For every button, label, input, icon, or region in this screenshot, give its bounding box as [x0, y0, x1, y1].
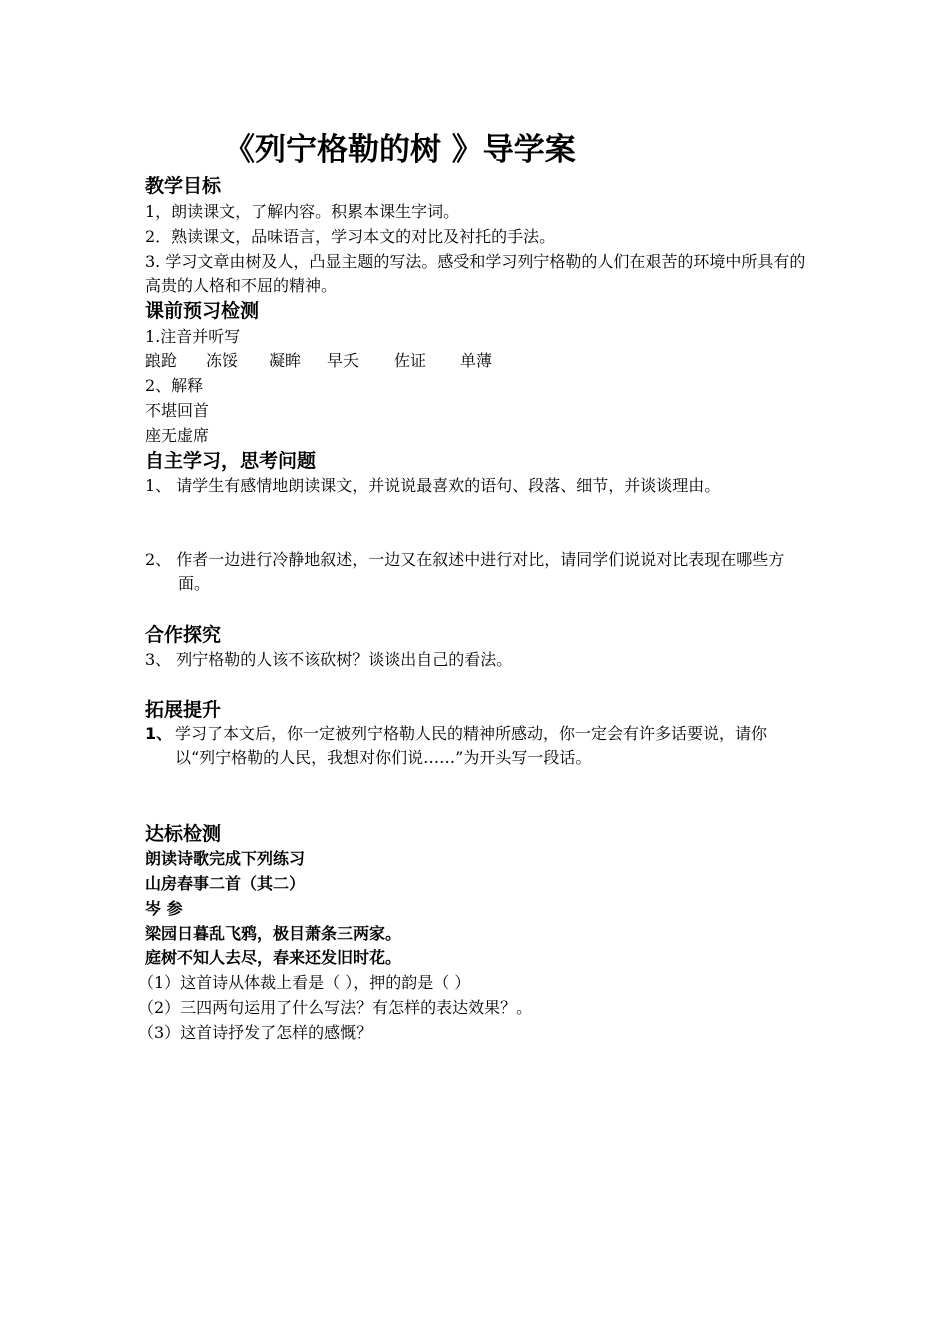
poem-line-2: 庭树不知人去尽，春来还发旧时花。 — [145, 948, 402, 967]
preview-term-2: 座无虚席 — [145, 426, 210, 445]
poem-line-1: 梁园日暮乱飞鸦，极目萧条三两家。 — [145, 924, 402, 943]
goal-item-1: 1，朗读课文，了解内容。积累本课生字词。 — [145, 202, 460, 221]
poem-author: 岑 参 — [145, 899, 183, 918]
heading-self-study: 自主学习，思考问题 — [145, 450, 317, 472]
preview-question-2: 2、解释 — [145, 376, 204, 395]
extend-question-1 — [145, 722, 810, 770]
preview-word: 早夭 — [327, 351, 360, 370]
check-question-2: （2）三四两句运用了什么写法？有怎样的表达效果？。 — [138, 998, 533, 1017]
cooperate-question-3: 3、 列宁格勒的人该不该砍树？谈谈出自己的看法。 — [145, 650, 513, 669]
preview-word: 单薄 — [460, 351, 493, 370]
preview-word: 冻馁 — [206, 351, 239, 370]
heading-preview-check: 课前预习检测 — [145, 300, 260, 322]
heading-teaching-goals: 教学目标 — [145, 175, 222, 197]
check-question-3: （3）这首诗抒发了怎样的感慨？ — [138, 1023, 373, 1042]
heading-cooperate: 合作探究 — [145, 624, 222, 646]
check-question-1: （1）这首诗从体裁上看是（ ），押的韵是（ ） — [138, 973, 471, 992]
page-title: 《列宁格勒的树 》导学案 — [224, 132, 576, 168]
preview-question-1: 1.注音并听写 — [145, 327, 241, 346]
self-study-question-1: 1、 请学生有感情地朗读课文，并说说最喜欢的语句、段落、细节，并谈谈理由。 — [145, 476, 721, 495]
heading-extend: 拓展提升 — [145, 699, 222, 721]
heading-check: 达标检测 — [145, 823, 222, 845]
preview-word: 佐证 — [394, 351, 427, 370]
self-study-question-2: 2、 作者一边进行冷静地叙述，一边又在叙述中进行对比，请同学们说说对比表现在哪些方面。 — [145, 550, 785, 593]
check-instruction: 朗读诗歌完成下列练习 — [145, 849, 306, 868]
poem-title: 山房春事二首（其二） — [145, 874, 306, 893]
goal-item-2: 2．熟读课文，品味语言，学习本文的对比及衬托的手法。 — [145, 227, 556, 246]
goal-item-3: 3. 学习文章由树及人，凸显主题的写法。感受和学习列宁格勒的人们在艰苦的环境中所具有的高贵的人格和不屈的精神。 — [145, 252, 806, 295]
preview-word: 踉跄 — [145, 351, 178, 370]
extend-question-number: 1、 — [145, 724, 173, 743]
preview-term-1: 不堪回首 — [145, 401, 210, 420]
extend-question-text: 学习了本文后，你一定被列宁格勒人民的精神所感动，你一定会有许多话要说，请你以“列宁格勒的人民，我想对你们说……”为开头写一段话。 — [175, 724, 768, 767]
preview-word: 凝眸 — [269, 351, 302, 370]
